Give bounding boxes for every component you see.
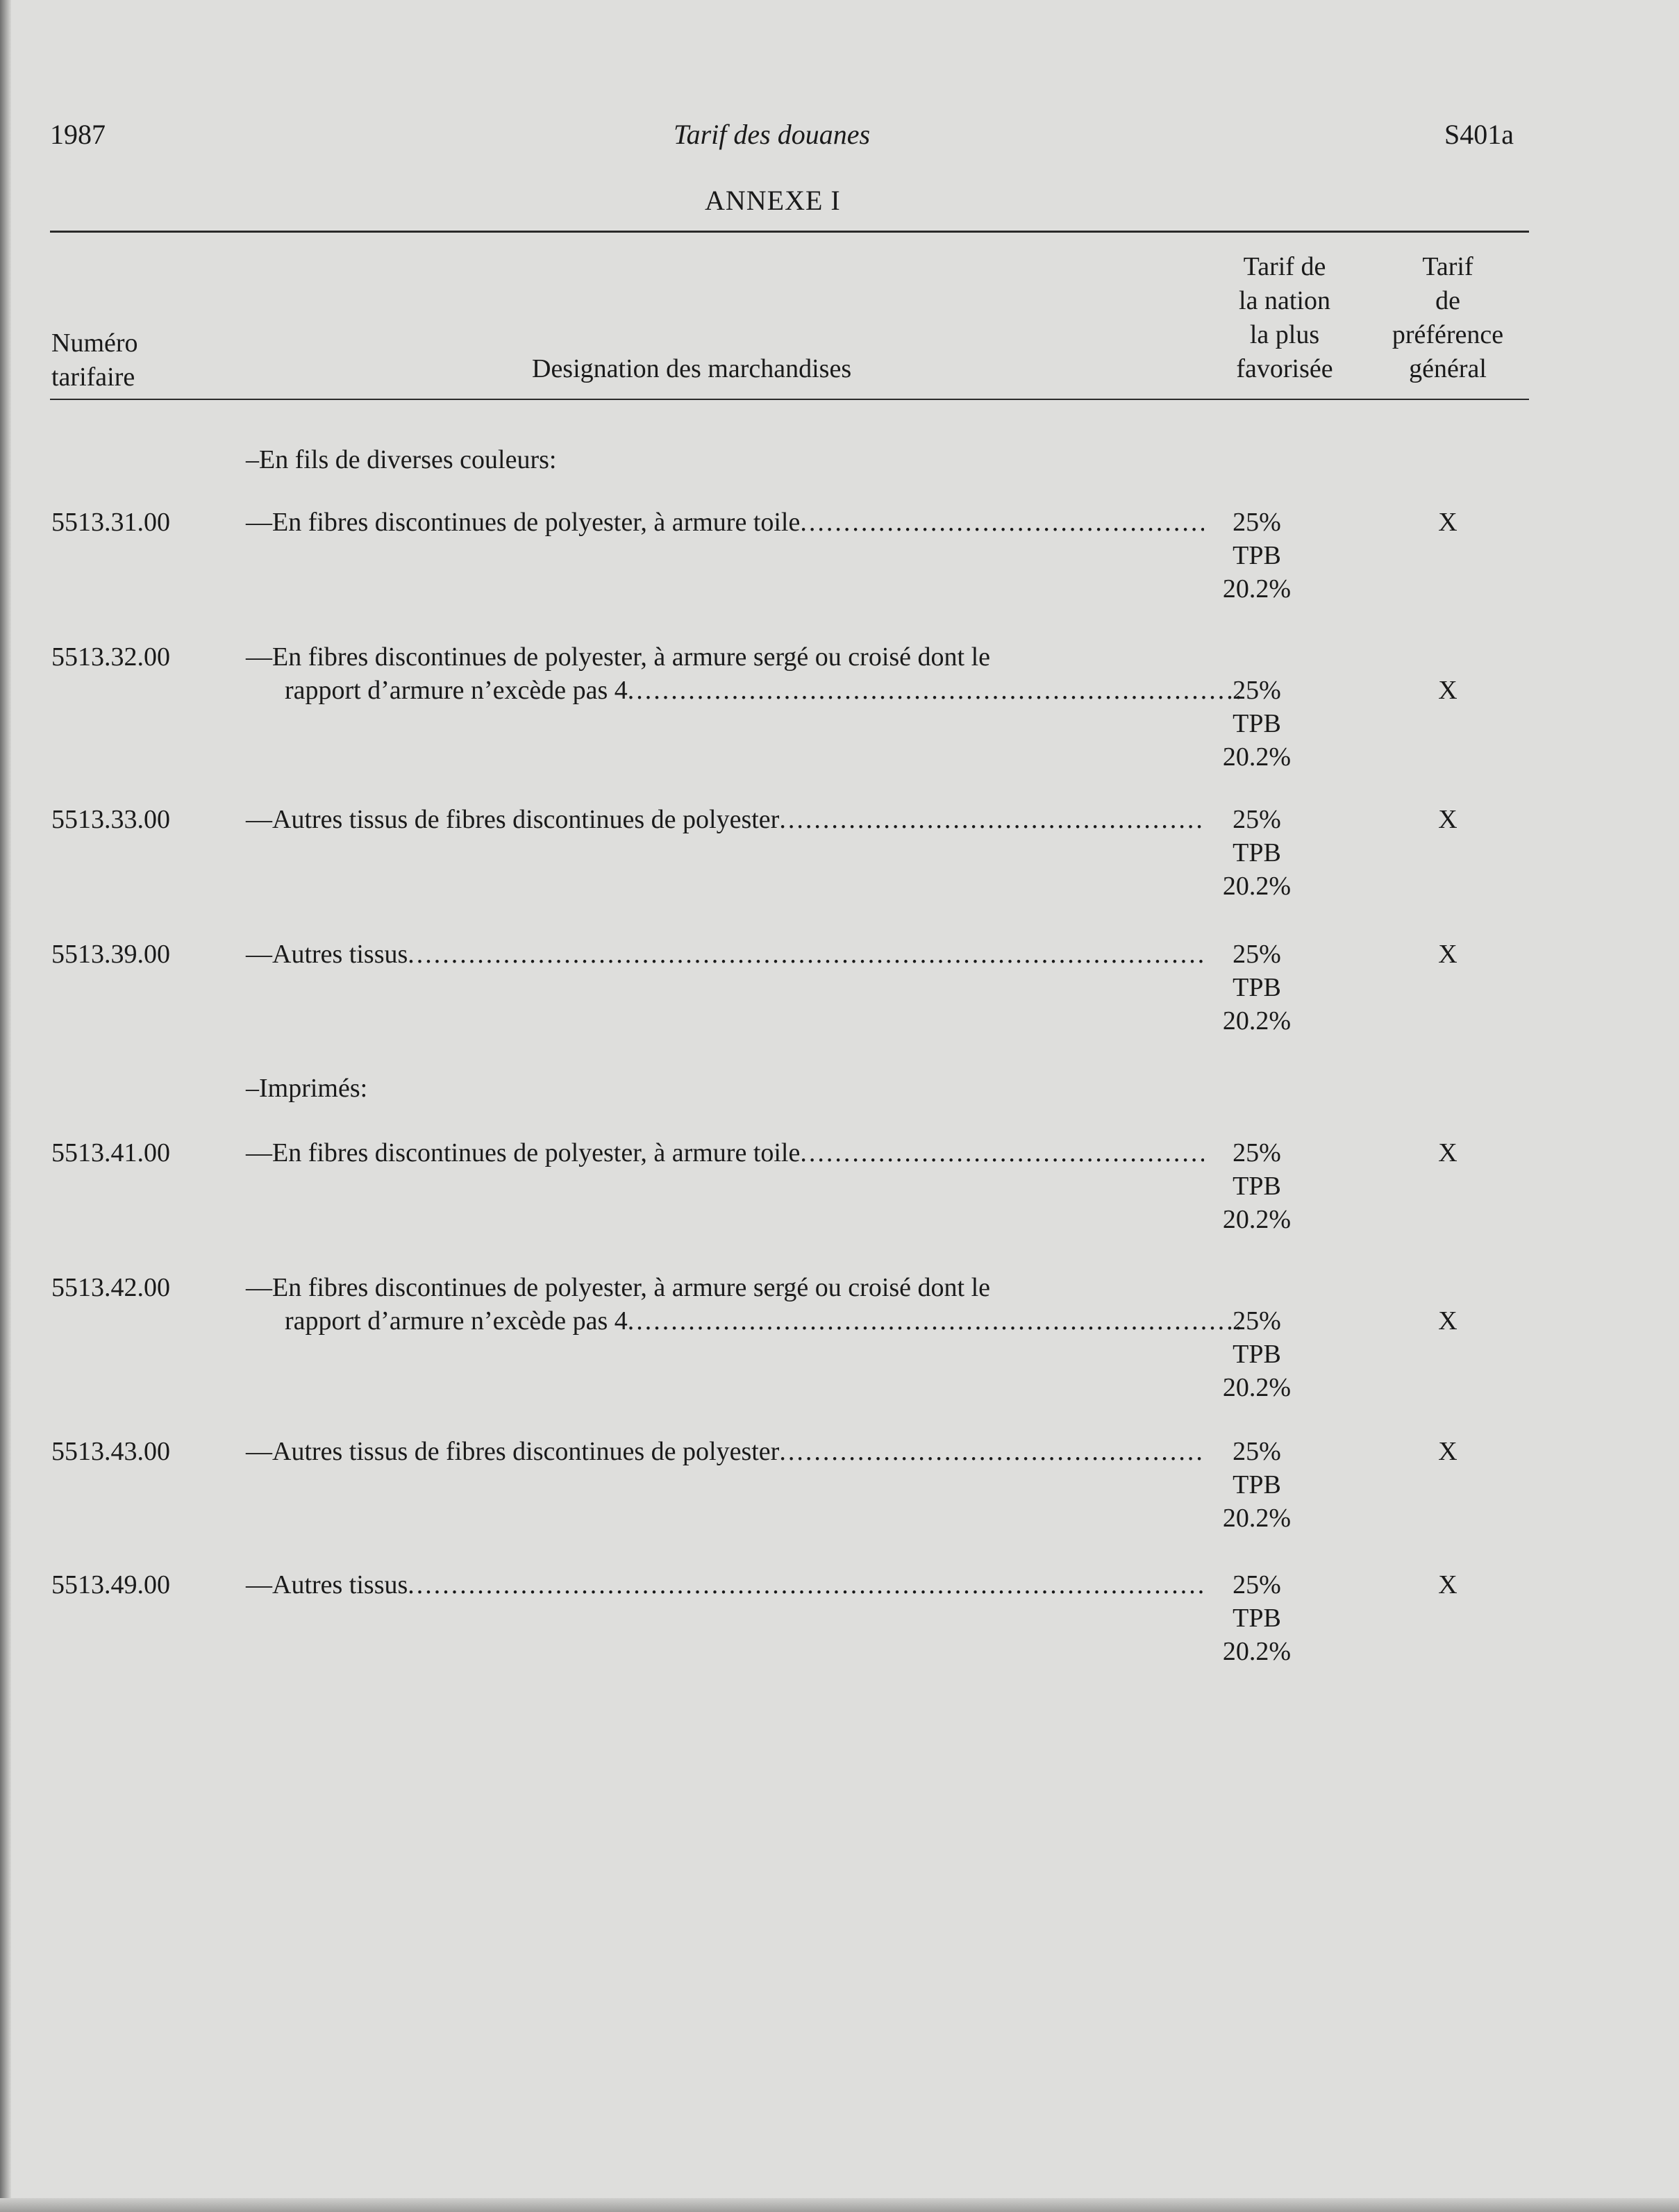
item-description: [246, 1568, 1204, 1602]
item-description: [246, 1271, 1204, 1338]
tariff-code: 5513.43.00: [51, 1437, 170, 1466]
column-header-mfn-line: favorisée: [1236, 354, 1333, 383]
tariff-code: 5513.49.00: [51, 1570, 170, 1599]
tariff-code: 5513.41.00: [51, 1138, 170, 1167]
gpt-mark: X: [1438, 1437, 1457, 1466]
page-binding-shadow: [0, 0, 11, 2212]
column-header-gpt-line: Tarif: [1422, 252, 1473, 281]
leader-dots: [779, 803, 1204, 836]
description-text: rapport d’armure n’excède pas 4: [285, 676, 628, 705]
mfn-rate: TPB: [1233, 973, 1281, 1002]
mfn-rates: [1222, 1304, 1292, 1404]
header-title: Tarif des douanes: [674, 119, 871, 150]
mfn-rate: 20.2%: [1222, 574, 1292, 604]
mfn-rate: 25%: [1233, 1437, 1281, 1466]
leader-dots: [800, 1136, 1204, 1170]
leader-dots: [408, 1568, 1204, 1602]
mfn-rate: 20.2%: [1222, 1373, 1292, 1402]
mfn-rates: [1222, 1568, 1292, 1668]
column-header-gpt-line: de: [1435, 286, 1460, 315]
section-heading: –En fils de diverses couleurs:: [246, 445, 557, 474]
mfn-rate: 25%: [1233, 940, 1281, 969]
mfn-rate: 20.2%: [1222, 872, 1292, 901]
item-description: [246, 1435, 1204, 1468]
leader-dots: [779, 1435, 1204, 1468]
page-bottom-edge: [0, 2198, 1679, 2212]
mfn-rates: [1222, 674, 1292, 774]
mfn-rate: 25%: [1233, 508, 1281, 537]
column-header-tariff-number: [51, 326, 138, 394]
mfn-rate: TPB: [1233, 1340, 1281, 1369]
item-description: [246, 640, 1204, 707]
column-header-gpt-line: général: [1409, 354, 1487, 383]
mfn-rate: 25%: [1233, 676, 1281, 705]
mfn-rate: TPB: [1233, 1604, 1281, 1633]
mfn-rate: 20.2%: [1222, 742, 1292, 772]
column-header-mfn-line: la plus: [1249, 320, 1320, 349]
gpt-mark: X: [1438, 508, 1457, 537]
mfn-rate: TPB: [1233, 1470, 1281, 1499]
description-text: —En fibres discontinues de polyester, à armure toile: [246, 508, 801, 537]
column-header-mfn-line: la nation: [1239, 286, 1330, 315]
mfn-rate: 25%: [1233, 1570, 1281, 1599]
mfn-rate: TPB: [1233, 838, 1281, 867]
mfn-rate: 20.2%: [1222, 1205, 1292, 1234]
column-header-mfn: [1208, 250, 1361, 386]
gpt-mark: X: [1438, 940, 1457, 969]
column-header-description: Designation des marchandises: [532, 354, 852, 383]
item-description: [246, 938, 1204, 971]
gpt-mark: X: [1438, 676, 1457, 705]
gpt-mark: X: [1438, 805, 1457, 834]
leader-dots: [628, 674, 1243, 707]
header-page-ref: S401a: [1444, 119, 1514, 150]
mfn-rate: TPB: [1233, 1172, 1281, 1201]
item-description: [246, 803, 1204, 836]
mfn-rates: [1222, 938, 1292, 1038]
gpt-mark: X: [1438, 1138, 1457, 1167]
leader-dots: [408, 938, 1204, 971]
tariff-code: 5513.42.00: [51, 1273, 170, 1302]
mfn-rate: 20.2%: [1222, 1637, 1292, 1666]
tariff-code: 5513.31.00: [51, 508, 170, 537]
table-header-rule: [50, 399, 1529, 400]
gpt-mark: X: [1438, 1570, 1457, 1599]
mfn-rates: [1222, 506, 1292, 606]
description-text: —En fibres discontinues de polyester, à armure toile: [246, 1138, 801, 1167]
column-header-tariff-number-line: tarifaire: [51, 363, 135, 392]
table-top-rule: [50, 231, 1529, 233]
mfn-rate: 25%: [1233, 1138, 1281, 1167]
description-text: —Autres tissus: [246, 1570, 408, 1599]
description-text: —Autres tissus de fibres discontinues de polyester: [246, 805, 780, 834]
mfn-rate: 25%: [1233, 805, 1281, 834]
mfn-rate: 25%: [1233, 1306, 1281, 1336]
tariff-code: 5513.39.00: [51, 940, 170, 969]
description-text: —En fibres discontinues de polyester, à armure sergé ou croisé dont le: [246, 642, 991, 672]
tariff-code: 5513.32.00: [51, 642, 170, 672]
column-header-mfn-line: Tarif de: [1243, 252, 1326, 281]
column-header-gpt-line: préférence: [1392, 320, 1504, 349]
column-header-tariff-number-line: Numéro: [51, 329, 138, 358]
mfn-rates: [1222, 1435, 1292, 1535]
annex-title: ANNEXE I: [705, 185, 841, 216]
description-text: —Autres tissus de fibres discontinues de polyester: [246, 1437, 780, 1466]
leader-dots: [628, 1304, 1243, 1338]
description-text: —Autres tissus: [246, 940, 408, 969]
leader-dots: [800, 506, 1204, 539]
item-description: [246, 506, 1204, 539]
description-text: rapport d’armure n’excède pas 4: [285, 1306, 628, 1336]
section-heading: –Imprimés:: [246, 1074, 368, 1103]
description-text: —En fibres discontinues de polyester, à armure sergé ou croisé dont le: [246, 1273, 991, 1302]
mfn-rate: TPB: [1233, 709, 1281, 738]
gpt-mark: X: [1438, 1306, 1457, 1336]
mfn-rates: [1222, 803, 1292, 903]
mfn-rates: [1222, 1136, 1292, 1236]
mfn-rate: TPB: [1233, 541, 1281, 570]
tariff-code: 5513.33.00: [51, 805, 170, 834]
mfn-rate: 20.2%: [1222, 1504, 1292, 1533]
item-description: [246, 1136, 1204, 1170]
header-year: 1987: [50, 119, 106, 150]
mfn-rate: 20.2%: [1222, 1006, 1292, 1036]
column-header-gpt: [1368, 250, 1528, 386]
